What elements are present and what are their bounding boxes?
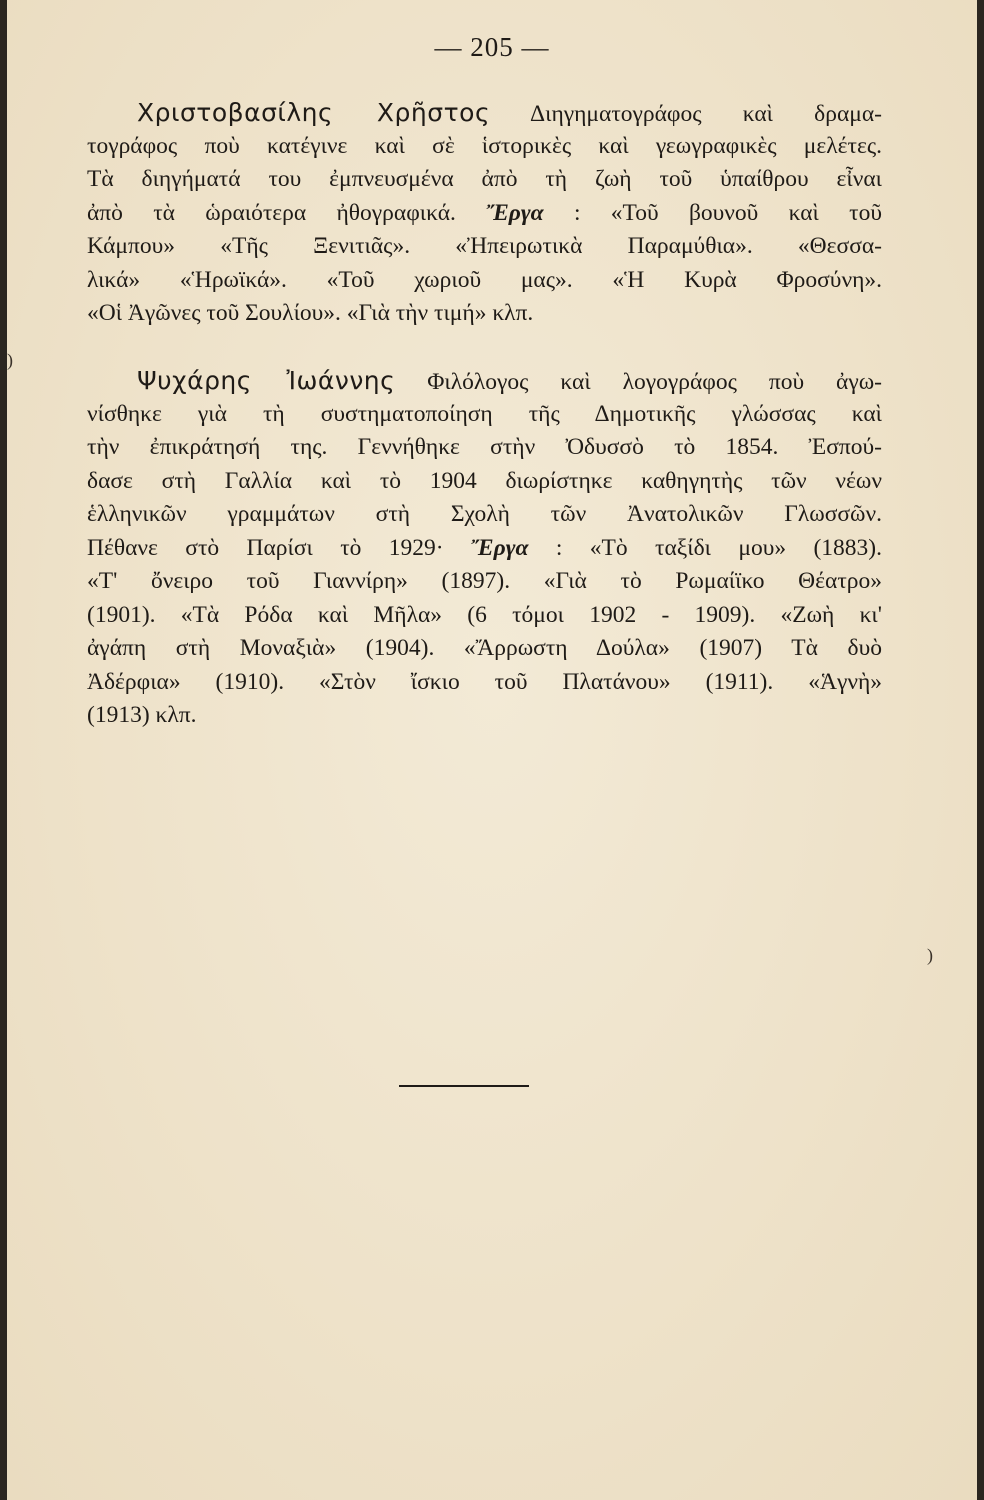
margin-mark: ) bbox=[7, 350, 13, 370]
entry-psycharis bbox=[87, 364, 882, 733]
entry-line: Κάμπου» «Τῆς Ξενιτιᾶς». «Ἠπειρωτικὰ Παραμύθια». «Θεσσα- bbox=[87, 233, 882, 259]
entry-line: «Οἱ Ἀγῶνες τοῦ Σουλίου». «Γιὰ τὴν τιμή» κλπ. bbox=[87, 300, 534, 326]
margin-mark: ) bbox=[927, 945, 933, 965]
entry-line: Ἀδέρφια» (1910). «Στὸν ἴσκιο τοῦ Πλατάνου» (1911). «Ἁγνὴ» bbox=[87, 668, 882, 695]
entry-line: (1901). «Τὰ Ρόδα καὶ Μῆλα» (6 τόμοι 1902 - 1909). «Ζωὴ κι' bbox=[87, 601, 882, 628]
entry-line: ἀγάπη στὴ Μοναξιὰ» (1904). «Ἄρρωστη Δούλα» (1907) Τὰ δυὸ bbox=[87, 635, 882, 661]
page-number: — 205 — bbox=[434, 32, 550, 62]
entry-line: Χριστοβασίλης Χρῆστος Διηγηματογράφος καὶ δραμα- bbox=[137, 98, 882, 127]
entry-line: Ψυχάρης Ἰωάννης Φιλόλογος καὶ λογογράφος ποὺ ἀγω- bbox=[137, 366, 882, 395]
works-label: Ἔργα bbox=[486, 199, 544, 226]
entry-line: ἀπὸ τὰ ὡραιότερα ἠθογραφικά. Ἔργα : «Τοῦ βουνοῦ καὶ τοῦ bbox=[87, 199, 882, 226]
entry-line: τογράφος ποὺ κατέγινε καὶ σὲ ἱστορικὲς καὶ γεωγραφικὲς μελέτες. bbox=[87, 132, 882, 159]
entry-line: (1913) κλπ. bbox=[87, 702, 197, 728]
entry-line: λικά» «Ἡρωϊκά». «Τοῦ χωριοῦ μας». «Ἡ Κυρὰ Φροσύνη». bbox=[87, 266, 882, 293]
book-page bbox=[7, 0, 977, 1500]
entry-line: Πέθανε στὸ Παρίσι τὸ 1929· Ἔργα : «Τὸ ταξίδι μου» (1883). bbox=[87, 534, 882, 561]
headword: Ψυχάρης Ἰωάννης bbox=[137, 366, 396, 395]
works-label: Ἔργα bbox=[471, 534, 529, 561]
entry-line: δασε στὴ Γαλλία καὶ τὸ 1904 διωρίστηκε καθηγητὴς τῶν νέων bbox=[87, 467, 882, 494]
entry-line: τὴν ἐπικράτησή της. Γεννήθηκε στὴν Ὀδυσσὸ τὸ 1854. Ἐσπού- bbox=[87, 434, 882, 460]
entry-line: νίσθηκε γιὰ τὴ συστηματοποίηση τῆς Δημοτικῆς γλώσσας καὶ bbox=[87, 400, 882, 427]
entry-christovasilis bbox=[87, 96, 882, 331]
headword: Χριστοβασίλης Χρῆστος bbox=[137, 98, 491, 127]
entry-line: «Τ' ὄνειρο τοῦ Γιαννίρη» (1897). «Γιὰ τὸ Ρωμαίϊκο Θέατρο» bbox=[87, 568, 882, 594]
end-rule bbox=[399, 1085, 529, 1087]
entry-line: ἑλληνικῶν γραμμάτων στὴ Σχολὴ τῶν Ἀνατολικῶν Γλωσσῶν. bbox=[87, 501, 882, 527]
entry-line: Τὰ διηγήματά του ἐμπνευσμένα ἀπὸ τὴ ζωὴ τοῦ ὑπαίθρου εἶναι bbox=[87, 166, 882, 192]
